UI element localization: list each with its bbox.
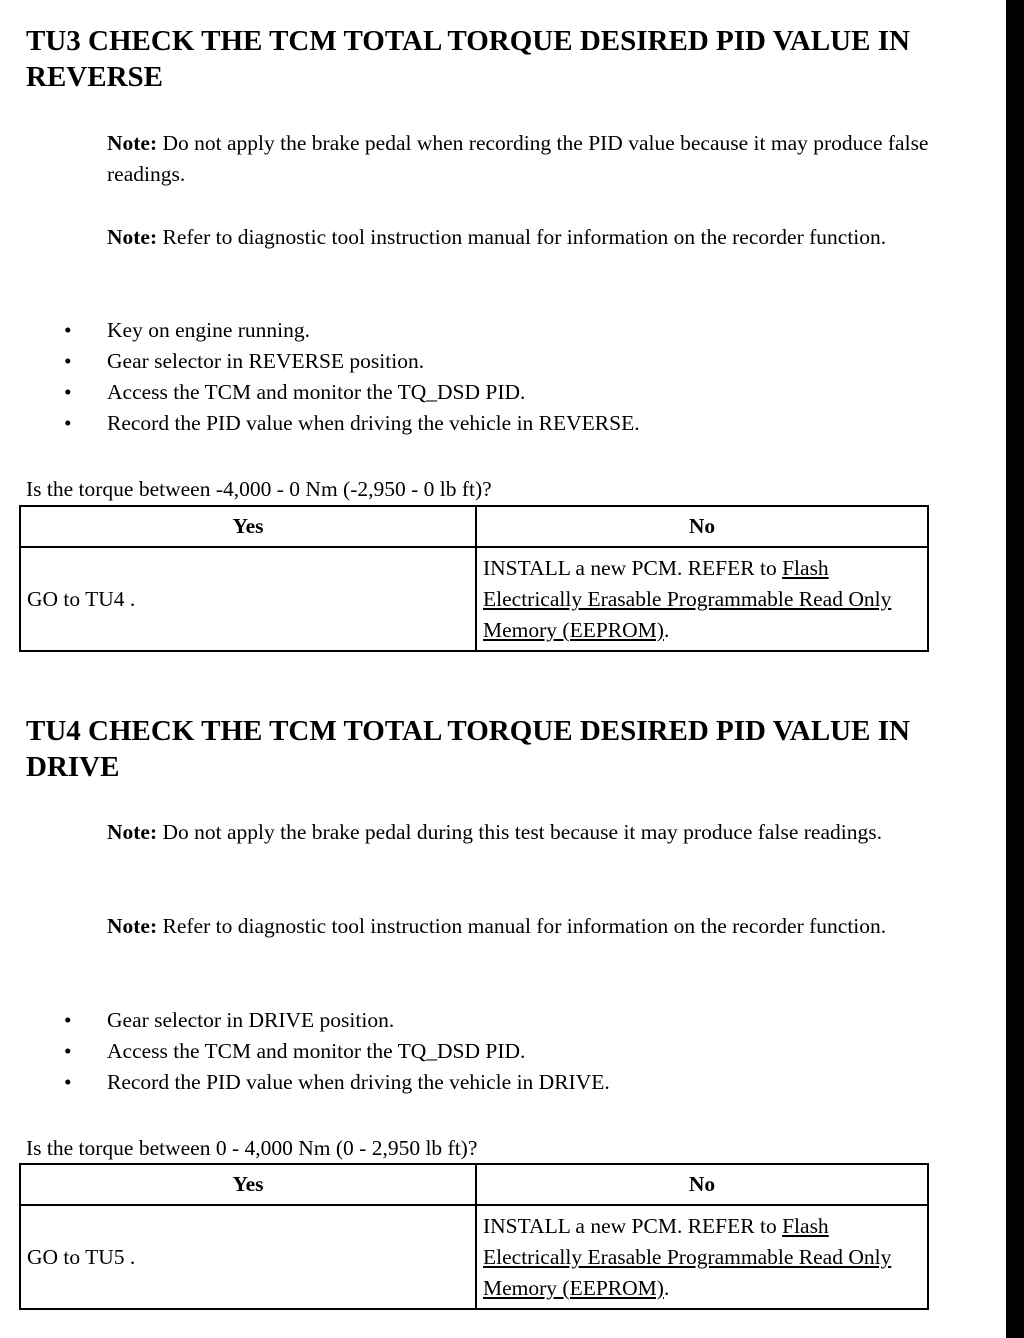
bullet-icon: •	[64, 1039, 72, 1063]
note-label: Note:	[107, 225, 158, 249]
list-item: • Gear selector in DRIVE position.	[0, 1005, 980, 1036]
procedure-list	[0, 1005, 980, 1098]
note-brake	[107, 128, 992, 190]
bullet-icon: •	[64, 411, 72, 435]
eeprom-link[interactable]: Flash Electrically Erasable Programmable Read Only Memory (EEPROM)	[483, 1213, 892, 1300]
yes-cell: GO to TU5 .	[20, 1205, 476, 1309]
bullet-icon: •	[64, 349, 72, 373]
note-text: Refer to diagnostic tool instruction manual for information on the recorder function.	[162, 225, 887, 249]
no-cell: INSTALL a new PCM. REFER to Flash Electrically Erasable Programmable Read Only Memory (EEPROM).	[476, 1205, 928, 1309]
list-item: • Access the TCM and monitor the TQ_DSD PID.	[0, 377, 980, 408]
list-item: • Key on engine running.	[0, 315, 980, 346]
note-recorder	[107, 222, 992, 253]
list-item: • Access the TCM and monitor the TQ_DSD PID.	[0, 1036, 980, 1067]
procedure-list	[0, 315, 980, 439]
note-text: Do not apply the brake pedal when recording the PID value because it may produce false readings.	[107, 131, 929, 186]
bullet-icon: •	[64, 318, 72, 342]
question: Is the torque between 0 - 4,000 Nm (0 - 2,950 lb ft)?	[26, 1136, 478, 1160]
note-label: Note:	[107, 820, 158, 844]
list-item: • Record the PID value when driving the vehicle in REVERSE.	[0, 408, 980, 439]
list-item: • Gear selector in REVERSE position.	[0, 346, 980, 377]
right-edge-bar	[1006, 0, 1024, 1338]
no-header: No	[476, 1164, 928, 1205]
bullet-icon: •	[64, 380, 72, 404]
step-heading: TU3 CHECK THE TCM TOTAL TORQUE DESIRED PID VALUE IN REVERSE	[26, 25, 910, 93]
note-text: Do not apply the brake pedal during this test because it may produce false readings.	[162, 820, 882, 844]
bullet-icon: •	[64, 1070, 72, 1094]
list-item: • Record the PID value when driving the vehicle in DRIVE.	[0, 1067, 980, 1098]
no-header: No	[476, 506, 928, 547]
yes-cell: GO to TU4 .	[20, 547, 476, 651]
note-recorder	[107, 911, 992, 942]
note-label: Note:	[107, 131, 158, 155]
no-cell: INSTALL a new PCM. REFER to Flash Electrically Erasable Programmable Read Only Memory (EEPROM).	[476, 547, 928, 651]
answer-table	[19, 505, 929, 652]
note-text: Refer to diagnostic tool instruction manual for information on the recorder function.	[162, 914, 887, 938]
bullet-icon: •	[64, 1008, 72, 1032]
step-heading: TU4 CHECK THE TCM TOTAL TORQUE DESIRED PID VALUE IN DRIVE	[26, 715, 910, 783]
note-brake	[107, 817, 992, 848]
yes-header: Yes	[20, 1164, 476, 1205]
answer-table	[19, 1163, 929, 1310]
note-label: Note:	[107, 914, 158, 938]
eeprom-link[interactable]: Flash Electrically Erasable Programmable Read Only Memory (EEPROM)	[483, 555, 892, 642]
question: Is the torque between -4,000 - 0 Nm (-2,950 - 0 lb ft)?	[26, 477, 492, 501]
yes-header: Yes	[20, 506, 476, 547]
